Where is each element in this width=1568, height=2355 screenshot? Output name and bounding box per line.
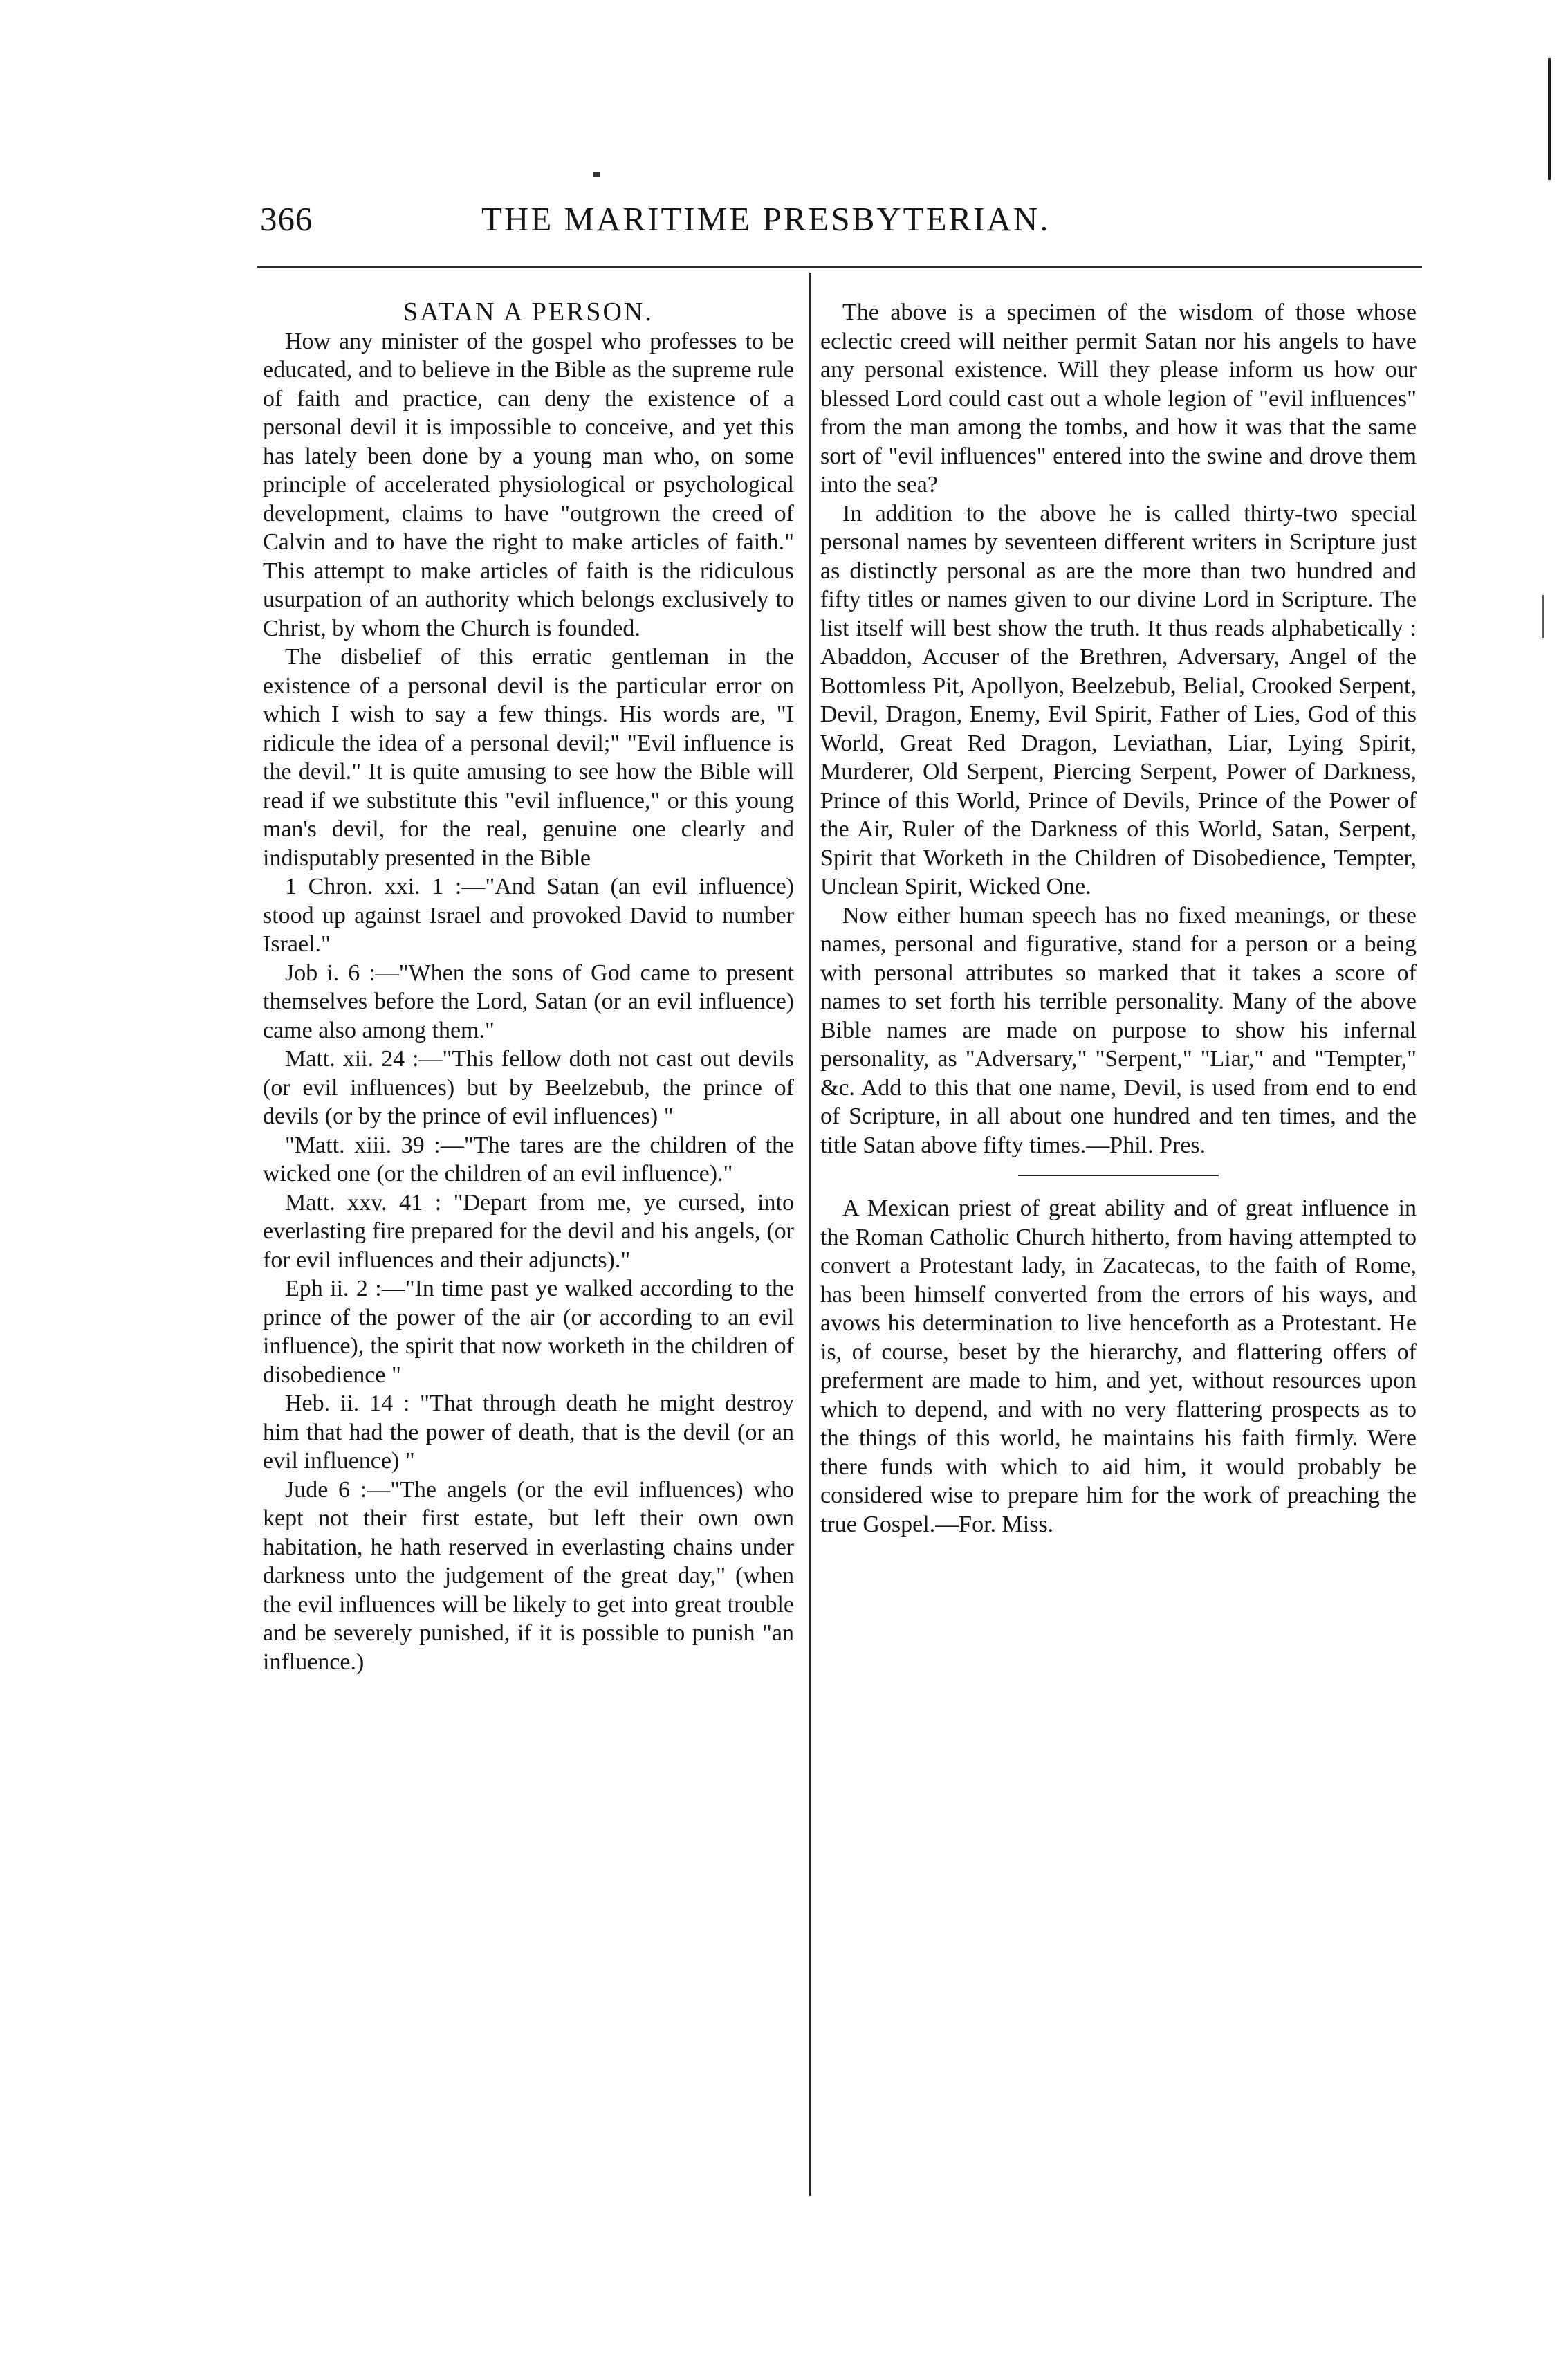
section-divider — [1018, 1175, 1219, 1176]
running-head: THE MARITIME PRESBYTERIAN. — [481, 200, 1051, 238]
left-column — [263, 298, 794, 1676]
top-tick-mark — [593, 172, 600, 177]
paragraph: How any minister of the gospel who professes to be educated, and to believe in the Bible as the supreme rule of faith and practice, can deny the existence of a personal devil it is impossible to conceive, and yet this has lately been done by a young man who, on some principle of accelerated physiological or psychological development, claims to have "outgrown the creed of Calvin and to have the right to make articles of faith." This attempt to make articles of faith is the ridiculous usurpation of an authority which belongs exclusively to Christ, by whom the Church is founded. — [263, 328, 794, 641]
scripture-quote: Matt. xii. 24 :—"This fellow doth not cast out devils (or evil influences) but by Beelzebub, the prince of devils (or by the prince of evil influences) " — [263, 1046, 794, 1129]
page-number: 366 — [260, 200, 313, 238]
column-rule — [809, 273, 811, 2196]
right-column — [820, 298, 1417, 1539]
scripture-quote: Job i. 6 :—"When the sons of God came to present themselves before the Lord, Satan (or an evil influence) came also among them." — [263, 960, 794, 1043]
page-edge-mark — [1548, 58, 1551, 180]
article-title: SATAN A PERSON. — [403, 297, 654, 327]
scripture-quote: Heb. ii. 14 : "That through death he might destroy him that had the power of death, that is the devil (or an evil influence) " — [263, 1391, 794, 1474]
paragraph: The disbelief of this erratic gentleman in the existence of a personal devil is the particular error on which I wish to say a few things. His words are, "I ridicule the idea of a personal devil;" "Evil influence is the devil." It is quite amusing to see how the Bible will read if we substitute this "evil influence," or this young man's devil, for the real, genuine one clearly and indisputably presented in the Bible — [263, 644, 794, 871]
scripture-quote: Jude 6 :—"The angels (or the evil influences) who kept not their first estate, but left their own own habitation, he hath reserved in everlasting chains under darkness unto the judgement of the great day," (when the evil influences will be likely to get into great trouble and be severely punished, if it is possible to punish "an influence.) — [263, 1476, 794, 1675]
paragraph: Now either human speech has no fixed meanings, or these names, personal and figurative, stand for a person or a being with personal attributes so marked that it takes a score of names to set forth his terrible personality. Many of the above Bible names are made on purpose to show his infernal personality, as "Adversary," "Serpent," "Liar," and "Tempter," &c. Add to this that one name, Devil, is used from end to end of Scripture, in all about one hundred and ten times, and the title Satan above fifty times.—Phil. Pres. — [820, 902, 1417, 1158]
scripture-quote: "Matt. xiii. 39 :—"The tares are the children of the wicked one (or the children of an evil influence)." — [263, 1132, 794, 1186]
header-rule — [257, 266, 1422, 268]
paragraph: The above is a specimen of the wisdom of those whose eclectic creed will neither permit Satan nor his angels to have any personal existence. Will they please inform us how our blessed Lord could cast out a whole legion of "evil influences" from the man among the tombs, and how it was that the same sort of "evil influences" entered into the swine and drove them into the sea? — [820, 300, 1417, 497]
paragraph: In addition to the above he is called thirty-two special personal names by seventeen different writers in Scripture just as distinctly personal as are the more than two hundred and fifty titles or names given to our divine Lord in Scripture. The list itself will best show the truth. It thus reads alphabetically : Abaddon, Accuser of the Brethren, Adversary, Angel of the Bottomless Pit, Apollyon, Beelzebub, Belial, Crooked Serpent, Devil, Dragon, Enemy, Evil Spirit, Father of Lies, God of this World, Great Red Dragon, Leviathan, Liar, Lying Spirit, Murderer, Old Serpent, Piercing Serpent, Power of Darkness, Prince of this World, Prince of Devils, Prince of the Power of the Air, Ruler of the Darkness of this World, Satan, Serpent, Spirit that Worketh in the Children of Disobedience, Tempter, Unclean Spirit, Wicked One. — [820, 500, 1417, 899]
page-edge-mark — [1542, 595, 1547, 638]
scripture-quote: Eph ii. 2 :—"In time past ye walked according to the prince of the power of the air (or according to an evil influence), the spirit that now worketh in the children of disobedience " — [263, 1276, 794, 1388]
paragraph: A Mexican priest of great ability and of great influence in the Roman Catholic Church hitherto, from having attempted to convert a Protestant lady, in Zacatecas, to the faith of Rome, has been himself converted from the errors of his ways, and avows his determination to live henceforth as a Protestant. He is, of course, beset by the hierarchy, and flattering offers of preferment are made to him, and yet, without resources upon which to depend, and with no very flattering prospects as to the things of this world, he maintains his faith firmly. Were there funds with which to aid him, it would probably be considered wise to prepare him for the work of preaching the true Gospel.—For. Miss. — [820, 1195, 1417, 1537]
scripture-quote: Matt. xxv. 41 : "Depart from me, ye cursed, into everlasting fire prepared for the devil and his angels, (or for evil influences and their adjuncts)." — [263, 1189, 794, 1273]
scripture-quote: 1 Chron. xxi. 1 :—"And Satan (an evil influence) stood up against Israel and provoked David to number Israel." — [263, 874, 794, 957]
